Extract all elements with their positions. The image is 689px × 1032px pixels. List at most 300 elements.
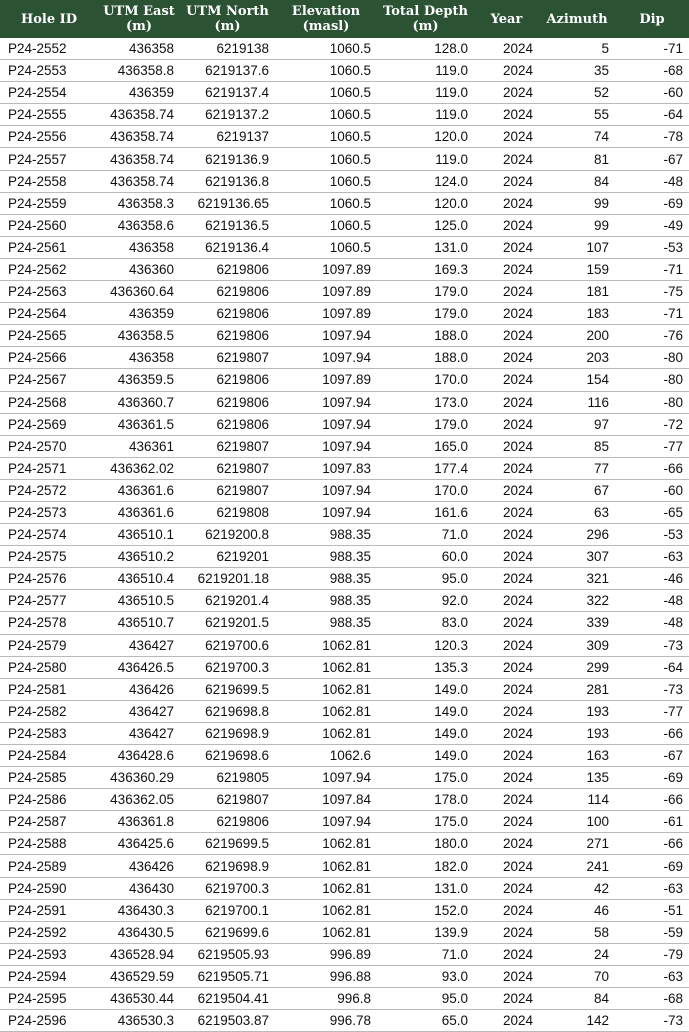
year-cell: 2024 — [474, 811, 539, 833]
dip-cell: -53 — [615, 524, 689, 546]
table-row — [0, 170, 689, 192]
elevation-cell: 1062.81 — [275, 656, 377, 678]
table-row — [0, 347, 689, 369]
total-depth-cell: 188.0 — [377, 325, 474, 347]
hole-id-cell: P24-2578 — [0, 612, 98, 634]
year-cell: 2024 — [474, 943, 539, 965]
hole-id-cell: P24-2567 — [0, 369, 98, 391]
hole-id-cell: P24-2553 — [0, 60, 98, 82]
hole-id-cell: P24-2566 — [0, 347, 98, 369]
elevation-cell: 1097.94 — [275, 479, 377, 501]
utm-north-cell: 6219807 — [180, 479, 275, 501]
utm-north-cell: 6219136.8 — [180, 170, 275, 192]
table-row — [0, 281, 689, 303]
azimuth-cell: 85 — [539, 435, 615, 457]
hole-id-cell: P24-2552 — [0, 38, 98, 60]
hole-id-cell: P24-2595 — [0, 988, 98, 1010]
hole-id-cell: P24-2593 — [0, 943, 98, 965]
year-cell: 2024 — [474, 988, 539, 1010]
total-depth-cell: 120.0 — [377, 192, 474, 214]
total-depth-cell: 170.0 — [377, 369, 474, 391]
azimuth-cell: 35 — [539, 60, 615, 82]
utm-east-cell: 436428.6 — [98, 745, 180, 767]
header-total-depth: Total Depth (m) — [377, 0, 474, 38]
total-depth-cell: 120.3 — [377, 634, 474, 656]
year-cell: 2024 — [474, 435, 539, 457]
utm-east-cell: 436530.44 — [98, 988, 180, 1010]
utm-north-cell: 6219806 — [180, 303, 275, 325]
elevation-cell: 1060.5 — [275, 82, 377, 104]
dip-cell: -64 — [615, 104, 689, 126]
azimuth-cell: 181 — [539, 281, 615, 303]
year-cell: 2024 — [474, 347, 539, 369]
utm-east-cell: 436510.4 — [98, 568, 180, 590]
azimuth-cell: 183 — [539, 303, 615, 325]
table-body — [0, 38, 689, 1032]
hole-id-cell: P24-2580 — [0, 656, 98, 678]
azimuth-cell: 97 — [539, 413, 615, 435]
dip-cell: -73 — [615, 634, 689, 656]
utm-north-cell: 6219806 — [180, 281, 275, 303]
table-row — [0, 899, 689, 921]
utm-north-cell: 6219806 — [180, 811, 275, 833]
utm-east-cell: 436361 — [98, 435, 180, 457]
elevation-cell: 1062.81 — [275, 877, 377, 899]
azimuth-cell: 114 — [539, 789, 615, 811]
utm-east-cell: 436427 — [98, 700, 180, 722]
year-cell: 2024 — [474, 745, 539, 767]
dip-cell: -79 — [615, 943, 689, 965]
hole-id-cell: P24-2556 — [0, 126, 98, 148]
utm-north-cell: 6219137.6 — [180, 60, 275, 82]
utm-north-cell: 6219698.6 — [180, 745, 275, 767]
table-row — [0, 192, 689, 214]
total-depth-cell: 128.0 — [377, 38, 474, 60]
table-row — [0, 877, 689, 899]
dip-cell: -68 — [615, 60, 689, 82]
azimuth-cell: 116 — [539, 391, 615, 413]
dip-cell: -53 — [615, 236, 689, 258]
year-cell: 2024 — [474, 656, 539, 678]
table-row — [0, 479, 689, 501]
elevation-cell: 1062.81 — [275, 634, 377, 656]
header-azimuth: Azimuth — [539, 0, 615, 38]
utm-east-cell: 436360 — [98, 258, 180, 280]
total-depth-cell: 95.0 — [377, 568, 474, 590]
total-depth-cell: 60.0 — [377, 546, 474, 568]
utm-north-cell: 6219806 — [180, 369, 275, 391]
azimuth-cell: 70 — [539, 965, 615, 987]
year-cell: 2024 — [474, 568, 539, 590]
utm-north-cell: 6219700.6 — [180, 634, 275, 656]
utm-north-cell: 6219136.4 — [180, 236, 275, 258]
total-depth-cell: 71.0 — [377, 943, 474, 965]
hole-id-cell: P24-2579 — [0, 634, 98, 656]
total-depth-cell: 124.0 — [377, 170, 474, 192]
total-depth-cell: 125.0 — [377, 214, 474, 236]
dip-cell: -63 — [615, 877, 689, 899]
utm-east-cell: 436361.8 — [98, 811, 180, 833]
total-depth-cell: 149.0 — [377, 700, 474, 722]
total-depth-cell: 173.0 — [377, 391, 474, 413]
elevation-cell: 1097.89 — [275, 281, 377, 303]
table-row — [0, 148, 689, 170]
azimuth-cell: 58 — [539, 921, 615, 943]
utm-north-cell: 6219505.71 — [180, 965, 275, 987]
elevation-cell: 1062.81 — [275, 899, 377, 921]
year-cell: 2024 — [474, 877, 539, 899]
elevation-cell: 1097.94 — [275, 325, 377, 347]
dip-cell: -60 — [615, 479, 689, 501]
utm-north-cell: 6219808 — [180, 501, 275, 523]
hole-id-cell: P24-2568 — [0, 391, 98, 413]
elevation-cell: 1060.5 — [275, 60, 377, 82]
table-row — [0, 546, 689, 568]
dip-cell: -77 — [615, 435, 689, 457]
total-depth-cell: 119.0 — [377, 82, 474, 104]
dip-cell: -48 — [615, 612, 689, 634]
dip-cell: -67 — [615, 745, 689, 767]
azimuth-cell: 163 — [539, 745, 615, 767]
utm-east-cell: 436430.3 — [98, 899, 180, 921]
dip-cell: -71 — [615, 303, 689, 325]
year-cell: 2024 — [474, 236, 539, 258]
table-row — [0, 435, 689, 457]
dip-cell: -71 — [615, 38, 689, 60]
utm-north-cell: 6219504.41 — [180, 988, 275, 1010]
year-cell: 2024 — [474, 546, 539, 568]
utm-east-cell: 436361.6 — [98, 501, 180, 523]
dip-cell: -80 — [615, 391, 689, 413]
azimuth-cell: 142 — [539, 1010, 615, 1032]
total-depth-cell: 179.0 — [377, 413, 474, 435]
total-depth-cell: 131.0 — [377, 877, 474, 899]
table-row — [0, 745, 689, 767]
dip-cell: -73 — [615, 1010, 689, 1032]
utm-east-cell: 436360.29 — [98, 767, 180, 789]
total-depth-cell: 170.0 — [377, 479, 474, 501]
hole-id-cell: P24-2583 — [0, 722, 98, 744]
elevation-cell: 988.35 — [275, 612, 377, 634]
table-row — [0, 38, 689, 60]
total-depth-cell: 120.0 — [377, 126, 474, 148]
hole-id-cell: P24-2564 — [0, 303, 98, 325]
utm-east-cell: 436430 — [98, 877, 180, 899]
elevation-cell: 988.35 — [275, 568, 377, 590]
utm-east-cell: 436426 — [98, 678, 180, 700]
utm-east-cell: 436362.02 — [98, 457, 180, 479]
hole-id-cell: P24-2581 — [0, 678, 98, 700]
year-cell: 2024 — [474, 921, 539, 943]
utm-north-cell: 6219201 — [180, 546, 275, 568]
utm-north-cell: 6219700.3 — [180, 656, 275, 678]
hole-id-cell: P24-2554 — [0, 82, 98, 104]
hole-id-cell: P24-2562 — [0, 258, 98, 280]
total-depth-cell: 119.0 — [377, 60, 474, 82]
dip-cell: -61 — [615, 811, 689, 833]
table-row — [0, 965, 689, 987]
year-cell: 2024 — [474, 722, 539, 744]
utm-east-cell: 436510.2 — [98, 546, 180, 568]
utm-north-cell: 6219806 — [180, 258, 275, 280]
azimuth-cell: 321 — [539, 568, 615, 590]
total-depth-cell: 93.0 — [377, 965, 474, 987]
utm-east-cell: 436361.5 — [98, 413, 180, 435]
utm-north-cell: 6219700.1 — [180, 899, 275, 921]
total-depth-cell: 83.0 — [377, 612, 474, 634]
utm-north-cell: 6219136.5 — [180, 214, 275, 236]
total-depth-cell: 65.0 — [377, 1010, 474, 1032]
table-row — [0, 524, 689, 546]
total-depth-cell: 149.0 — [377, 678, 474, 700]
utm-east-cell: 436362.05 — [98, 789, 180, 811]
hole-id-cell: P24-2569 — [0, 413, 98, 435]
utm-east-cell: 436358 — [98, 236, 180, 258]
year-cell: 2024 — [474, 258, 539, 280]
elevation-cell: 1062.81 — [275, 833, 377, 855]
hole-id-cell: P24-2559 — [0, 192, 98, 214]
utm-north-cell: 6219137.2 — [180, 104, 275, 126]
azimuth-cell: 63 — [539, 501, 615, 523]
dip-cell: -80 — [615, 347, 689, 369]
table-row — [0, 60, 689, 82]
year-cell: 2024 — [474, 214, 539, 236]
utm-east-cell: 436528.94 — [98, 943, 180, 965]
utm-north-cell: 6219807 — [180, 347, 275, 369]
elevation-cell: 1062.81 — [275, 855, 377, 877]
hole-id-cell: P24-2565 — [0, 325, 98, 347]
utm-north-cell: 6219700.3 — [180, 877, 275, 899]
year-cell: 2024 — [474, 501, 539, 523]
dip-cell: -66 — [615, 722, 689, 744]
azimuth-cell: 55 — [539, 104, 615, 126]
dip-cell: -49 — [615, 214, 689, 236]
total-depth-cell: 149.0 — [377, 722, 474, 744]
azimuth-cell: 296 — [539, 524, 615, 546]
total-depth-cell: 131.0 — [377, 236, 474, 258]
utm-north-cell: 6219699.6 — [180, 921, 275, 943]
utm-east-cell: 436427 — [98, 634, 180, 656]
azimuth-cell: 307 — [539, 546, 615, 568]
elevation-cell: 988.35 — [275, 524, 377, 546]
dip-cell: -77 — [615, 700, 689, 722]
table-row — [0, 303, 689, 325]
table-row — [0, 413, 689, 435]
elevation-cell: 1097.83 — [275, 457, 377, 479]
azimuth-cell: 193 — [539, 722, 615, 744]
year-cell: 2024 — [474, 60, 539, 82]
year-cell: 2024 — [474, 82, 539, 104]
dip-cell: -80 — [615, 369, 689, 391]
azimuth-cell: 271 — [539, 833, 615, 855]
dip-cell: -67 — [615, 148, 689, 170]
year-cell: 2024 — [474, 38, 539, 60]
utm-north-cell: 6219805 — [180, 767, 275, 789]
year-cell: 2024 — [474, 457, 539, 479]
utm-east-cell: 436360.64 — [98, 281, 180, 303]
utm-east-cell: 436425.6 — [98, 833, 180, 855]
table-row — [0, 789, 689, 811]
utm-north-cell: 6219807 — [180, 435, 275, 457]
year-cell: 2024 — [474, 590, 539, 612]
azimuth-cell: 159 — [539, 258, 615, 280]
utm-north-cell: 6219806 — [180, 325, 275, 347]
elevation-cell: 1060.5 — [275, 192, 377, 214]
hole-id-cell: P24-2591 — [0, 899, 98, 921]
elevation-cell: 1060.5 — [275, 214, 377, 236]
dip-cell: -64 — [615, 656, 689, 678]
total-depth-cell: 179.0 — [377, 281, 474, 303]
table-row — [0, 767, 689, 789]
azimuth-cell: 100 — [539, 811, 615, 833]
table-row — [0, 921, 689, 943]
hole-id-cell: P24-2592 — [0, 921, 98, 943]
table-row — [0, 104, 689, 126]
utm-east-cell: 436358.8 — [98, 60, 180, 82]
utm-north-cell: 6219699.5 — [180, 678, 275, 700]
dip-cell: -66 — [615, 457, 689, 479]
year-cell: 2024 — [474, 170, 539, 192]
year-cell: 2024 — [474, 303, 539, 325]
header-elevation: Elevation (masl) — [275, 0, 377, 38]
azimuth-cell: 74 — [539, 126, 615, 148]
hole-id-cell: P24-2563 — [0, 281, 98, 303]
year-cell: 2024 — [474, 1010, 539, 1032]
utm-east-cell: 436427 — [98, 722, 180, 744]
elevation-cell: 1097.94 — [275, 413, 377, 435]
year-cell: 2024 — [474, 192, 539, 214]
table-row — [0, 988, 689, 1010]
year-cell: 2024 — [474, 281, 539, 303]
utm-north-cell: 6219201.18 — [180, 568, 275, 590]
utm-east-cell: 436358 — [98, 347, 180, 369]
utm-north-cell: 6219201.5 — [180, 612, 275, 634]
header-utm-east: UTM East (m) — [98, 0, 180, 38]
dip-cell: -73 — [615, 678, 689, 700]
azimuth-cell: 203 — [539, 347, 615, 369]
dip-cell: -69 — [615, 767, 689, 789]
azimuth-cell: 281 — [539, 678, 615, 700]
year-cell: 2024 — [474, 612, 539, 634]
azimuth-cell: 67 — [539, 479, 615, 501]
header-hole-id: Hole ID — [0, 0, 98, 38]
hole-id-cell: P24-2586 — [0, 789, 98, 811]
azimuth-cell: 154 — [539, 369, 615, 391]
dip-cell: -60 — [615, 82, 689, 104]
utm-north-cell: 6219806 — [180, 413, 275, 435]
azimuth-cell: 99 — [539, 214, 615, 236]
utm-north-cell: 6219807 — [180, 457, 275, 479]
total-depth-cell: 169.3 — [377, 258, 474, 280]
dip-cell: -75 — [615, 281, 689, 303]
utm-east-cell: 436360.7 — [98, 391, 180, 413]
elevation-cell: 1060.5 — [275, 236, 377, 258]
year-cell: 2024 — [474, 833, 539, 855]
hole-id-cell: P24-2574 — [0, 524, 98, 546]
utm-east-cell: 436358.74 — [98, 148, 180, 170]
total-depth-cell: 175.0 — [377, 811, 474, 833]
table-row — [0, 590, 689, 612]
year-cell: 2024 — [474, 126, 539, 148]
dip-cell: -66 — [615, 789, 689, 811]
utm-east-cell: 436358.74 — [98, 126, 180, 148]
total-depth-cell: 161.6 — [377, 501, 474, 523]
header-dip: Dip — [615, 0, 689, 38]
utm-east-cell: 436358.74 — [98, 170, 180, 192]
hole-id-cell: P24-2584 — [0, 745, 98, 767]
utm-east-cell: 436359.5 — [98, 369, 180, 391]
utm-east-cell: 436358.6 — [98, 214, 180, 236]
total-depth-cell: 135.3 — [377, 656, 474, 678]
elevation-cell: 1097.94 — [275, 767, 377, 789]
table-row — [0, 855, 689, 877]
dip-cell: -68 — [615, 988, 689, 1010]
hole-id-cell: P24-2588 — [0, 833, 98, 855]
utm-north-cell: 6219503.87 — [180, 1010, 275, 1032]
utm-east-cell: 436530.3 — [98, 1010, 180, 1032]
azimuth-cell: 200 — [539, 325, 615, 347]
table-row — [0, 678, 689, 700]
hole-id-cell: P24-2582 — [0, 700, 98, 722]
dip-cell: -69 — [615, 855, 689, 877]
total-depth-cell: 182.0 — [377, 855, 474, 877]
azimuth-cell: 193 — [539, 700, 615, 722]
azimuth-cell: 299 — [539, 656, 615, 678]
utm-east-cell: 436358.74 — [98, 104, 180, 126]
dip-cell: -66 — [615, 833, 689, 855]
utm-east-cell: 436426.5 — [98, 656, 180, 678]
hole-id-cell: P24-2560 — [0, 214, 98, 236]
table-row — [0, 258, 689, 280]
year-cell: 2024 — [474, 413, 539, 435]
dip-cell: -76 — [615, 325, 689, 347]
dip-cell: -71 — [615, 258, 689, 280]
utm-east-cell: 436359 — [98, 303, 180, 325]
total-depth-cell: 178.0 — [377, 789, 474, 811]
utm-north-cell: 6219201.4 — [180, 590, 275, 612]
dip-cell: -63 — [615, 965, 689, 987]
total-depth-cell: 139.9 — [377, 921, 474, 943]
elevation-cell: 1097.94 — [275, 391, 377, 413]
utm-east-cell: 436361.6 — [98, 479, 180, 501]
table-row — [0, 236, 689, 258]
azimuth-cell: 135 — [539, 767, 615, 789]
hole-id-cell: P24-2587 — [0, 811, 98, 833]
azimuth-cell: 241 — [539, 855, 615, 877]
year-cell: 2024 — [474, 104, 539, 126]
utm-east-cell: 436358 — [98, 38, 180, 60]
dip-cell: -63 — [615, 546, 689, 568]
year-cell: 2024 — [474, 789, 539, 811]
table-row — [0, 568, 689, 590]
utm-north-cell: 6219200.8 — [180, 524, 275, 546]
header-utm-north: UTM North (m) — [180, 0, 275, 38]
azimuth-cell: 99 — [539, 192, 615, 214]
elevation-cell: 1060.5 — [275, 38, 377, 60]
dip-cell: -46 — [615, 568, 689, 590]
utm-north-cell: 6219698.9 — [180, 855, 275, 877]
table-row — [0, 391, 689, 413]
elevation-cell: 1097.89 — [275, 303, 377, 325]
utm-east-cell: 436426 — [98, 855, 180, 877]
utm-north-cell: 6219698.8 — [180, 700, 275, 722]
hole-id-cell: P24-2558 — [0, 170, 98, 192]
hole-id-cell: P24-2555 — [0, 104, 98, 126]
dip-cell: -59 — [615, 921, 689, 943]
total-depth-cell: 95.0 — [377, 988, 474, 1010]
elevation-cell: 1097.89 — [275, 369, 377, 391]
table-row — [0, 1010, 689, 1032]
